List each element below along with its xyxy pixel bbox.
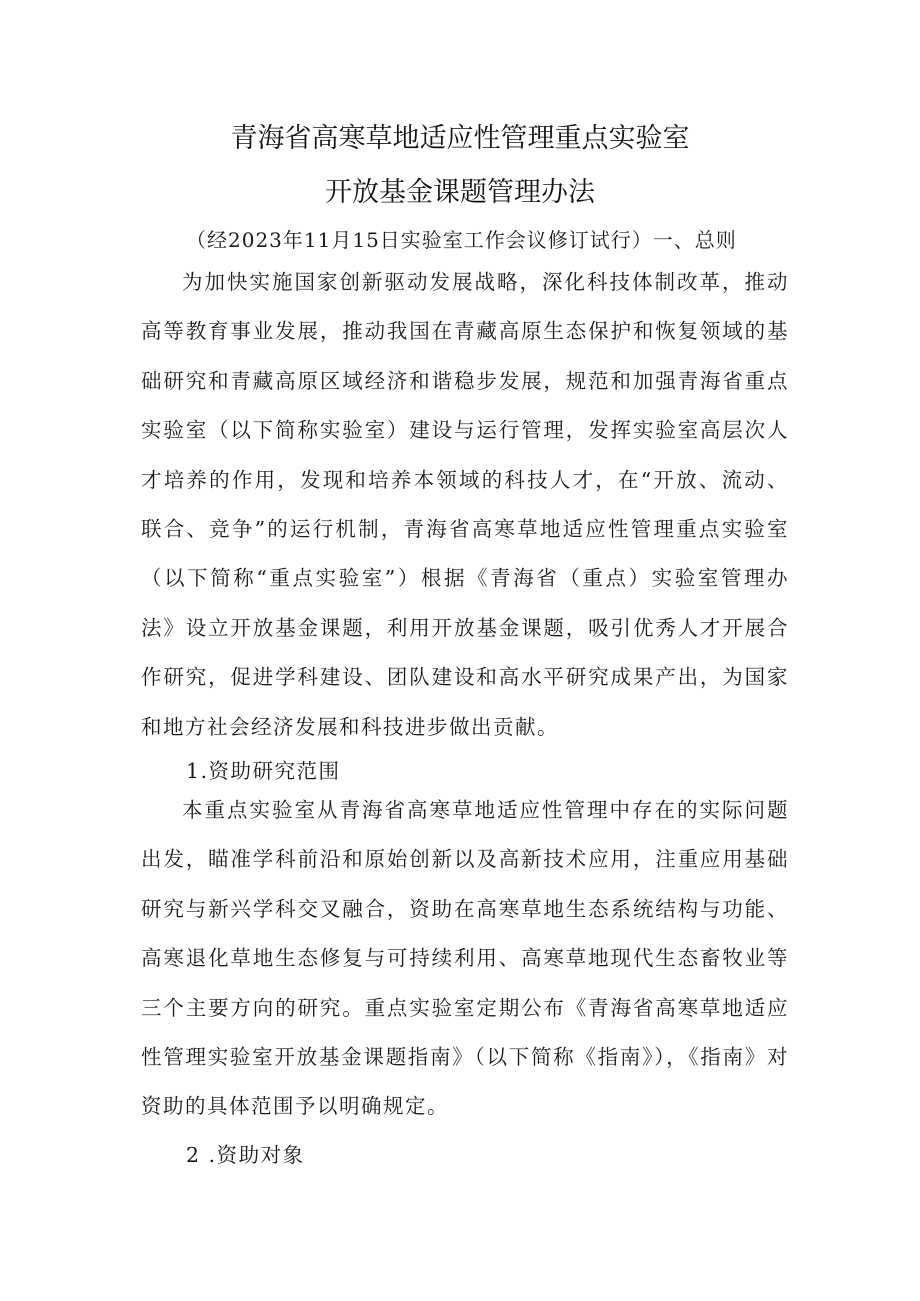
document-title-line-1: 青海省高寒草地适应性管理重点实验室 <box>230 123 690 154</box>
paragraph-research-scope: 本重点实验室从青海省高寒草地适应性管理中存在的实际问题出发，瞄准学科前沿和原始创新以及高新技术应用，注重应用基础研究与新兴学科交叉融合，资助在高寒草地生态系统结构与功能、高寒退化草地生态修复与可持续利用、高寒草地现代生态畜牧业等三个主要方向的研究。重点实验室定期公布《青海省高寒草地适应性管理实验室开放基金课题指南》（以下简称《指南》），《指南》对资助的具体范围予以明确规定。 <box>141 798 789 1119</box>
section-heading-research-scope: 1.资助研究范围 <box>186 759 341 783</box>
section-heading-funding-targets: 2 .资助对象 <box>186 1143 305 1167</box>
document-subtitle: （经2023年11月15日实验室工作会议修订试行）一、总则 <box>186 228 737 252</box>
paragraph-general-principles: 为加快实施国家创新驱动发展战略，深化科技体制改革，推动高等教育事业发展，推动我国在青藏高原生态保护和恢复领域的基础研究和青藏高原区域经济和谐稳步发展，规范和加强青海省重点实验室（以下简称实验室）建设与运行管理，发挥实验室高层次人才培养的作用，发现和培养本领域的科技人才，在“开放、流动、联合、竞争”的运行机制，青海省高寒草地适应性管理重点实验室（以下简称“重点实验室”）根据《青海省（重点）实验室管理办法》设立开放基金课题，利用开放基金课题，吸引优秀人才开展合作研究，促进学科建设、团队建设和高水平研究成果产出，为国家和地方社会经济发展和科技进步做出贡献。 <box>141 270 789 739</box>
document-title-line-2: 开放基金课题管理办法 <box>325 177 595 208</box>
